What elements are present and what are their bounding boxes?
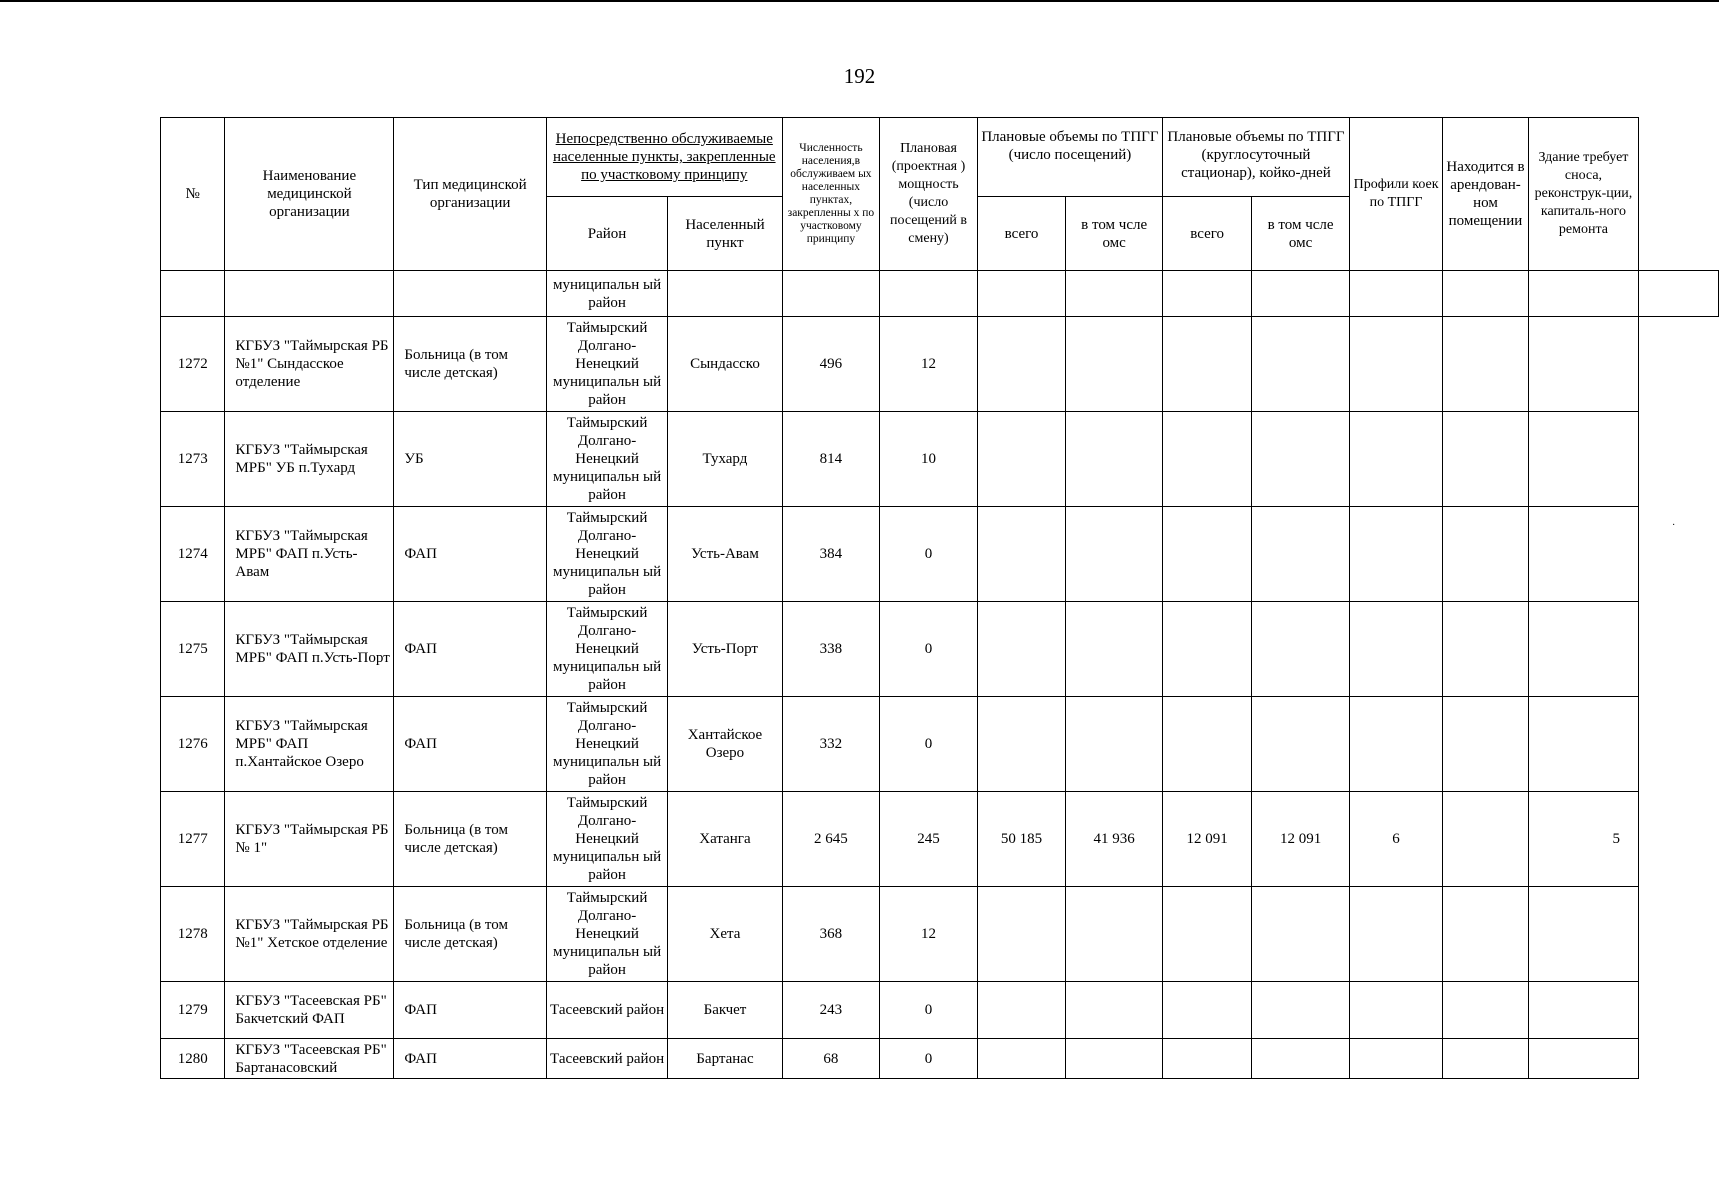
table-row <box>161 887 1719 982</box>
header-visits-oms: в том чсле омс <box>1066 197 1163 271</box>
cell-population: 68 <box>782 1039 880 1079</box>
cell-type: Больница (в том числе детская) <box>394 792 547 887</box>
cell-beds-oms <box>1252 317 1350 412</box>
header-visits: Плановые объемы по ТПГГ (число посещений) <box>977 118 1162 197</box>
cell-name: КГБУЗ "Таймырская РБ №1" Сындасское отделение <box>225 317 394 412</box>
cell-num: 1280 <box>161 1039 225 1079</box>
cell-visits-total <box>977 507 1065 602</box>
cell-beds-total <box>1163 507 1252 602</box>
cell-district: Таймырский Долгано-Ненецкий муниципальн ый район <box>546 317 667 412</box>
cell-locality: Хатанга <box>668 792 782 887</box>
cell-num: 1277 <box>161 792 225 887</box>
cell-population: 814 <box>782 412 880 507</box>
cell-num: 1278 <box>161 887 225 982</box>
cell-profiles: 6 <box>1349 792 1442 887</box>
cell-profiles <box>1349 317 1442 412</box>
cell-visits-total <box>977 887 1065 982</box>
cell-beds-oms <box>1252 412 1350 507</box>
cell-building <box>1528 887 1638 982</box>
cell-name: КГБУЗ "Тасеевская РБ" Бартанасовский <box>225 1039 394 1079</box>
cell-locality: Усть-Авам <box>668 507 782 602</box>
cell-visits-oms <box>1066 887 1163 982</box>
table-row <box>161 317 1719 412</box>
cell-district: Таймырский Долгано-Ненецкий муниципальн ый район <box>546 697 667 792</box>
cell-building <box>1528 982 1638 1039</box>
cell-capacity: 0 <box>880 602 978 697</box>
cell-name: КГБУЗ "Таймырская МРБ" ФАП п.Хантайское Озеро <box>225 697 394 792</box>
table-row <box>161 602 1719 697</box>
cell-visits-oms <box>1066 412 1163 507</box>
cell-rented <box>1443 602 1529 697</box>
cell-type: ФАП <box>394 1039 547 1079</box>
cell-capacity: 0 <box>880 1039 978 1079</box>
cell-rented <box>1443 792 1529 887</box>
cell-visits-total <box>977 602 1065 697</box>
cell-building <box>1528 317 1638 412</box>
cell-rented <box>1443 887 1529 982</box>
cell-visits-oms <box>1066 507 1163 602</box>
cell-locality: Хантайское Озеро <box>668 697 782 792</box>
table-row <box>161 982 1719 1039</box>
cell-profiles <box>1349 697 1442 792</box>
cell-capacity: 0 <box>880 697 978 792</box>
cell-district: Тасеевский район <box>546 1039 667 1079</box>
cell-locality: Бакчет <box>668 982 782 1039</box>
cell-capacity: 0 <box>880 982 978 1039</box>
cell-visits-oms <box>1066 982 1163 1039</box>
cell-name: КГБУЗ "Таймырская МРБ" ФАП п.Усть-Авам <box>225 507 394 602</box>
cell-district: Таймырский Долгано-Ненецкий муниципальн ый район <box>546 507 667 602</box>
cell-locality: Тухард <box>668 412 782 507</box>
cell-num: 1272 <box>161 317 225 412</box>
table-row <box>161 697 1719 792</box>
cell-population: 496 <box>782 317 880 412</box>
header-rented: Находится в арендован-ном помещении <box>1443 118 1529 271</box>
cell-building <box>1528 602 1638 697</box>
cell-beds-total <box>1163 697 1252 792</box>
header-locality: Населенный пункт <box>668 197 782 271</box>
cell-num: 1273 <box>161 412 225 507</box>
cell-beds-total <box>1163 1039 1252 1079</box>
cell-visits-total <box>977 317 1065 412</box>
cell-population: 384 <box>782 507 880 602</box>
cell-district: Таймырский Долгано-Ненецкий муниципальн ый район <box>546 792 667 887</box>
cell-population: 338 <box>782 602 880 697</box>
table-body <box>161 118 1719 1079</box>
header-population: Численность населения,в обслуживаем ых населенных пунктах, закрепленны х по участковому принципу <box>782 118 880 271</box>
cell-visits-total <box>977 697 1065 792</box>
cell-rented <box>1443 507 1529 602</box>
table-row <box>161 1039 1719 1079</box>
cell-visits-oms <box>1066 1039 1163 1079</box>
cell-beds-oms <box>1252 602 1350 697</box>
cell-population: 368 <box>782 887 880 982</box>
continuation-row <box>161 271 1719 317</box>
cell-rented <box>1443 412 1529 507</box>
cell-beds-oms: 12 091 <box>1252 792 1350 887</box>
cell-building <box>1528 412 1638 507</box>
cell-beds-total <box>1163 317 1252 412</box>
cell-locality: Сындасско <box>668 317 782 412</box>
cell-visits-oms: 41 936 <box>1066 792 1163 887</box>
cell-building <box>1528 697 1638 792</box>
cell-name: КГБУЗ "Таймырская РБ №1" Хетское отделение <box>225 887 394 982</box>
cell-type: ФАП <box>394 507 547 602</box>
cell-building <box>1528 507 1638 602</box>
cell-beds-oms <box>1252 982 1350 1039</box>
header-beds: Плановые объемы по ТПГГ (круглосуточный стационар), койко-дней <box>1163 118 1350 197</box>
cell-beds-total <box>1163 602 1252 697</box>
cell-population: 332 <box>782 697 880 792</box>
header-name: Наименование медицинской организации <box>225 118 394 271</box>
cell-visits-total: 50 185 <box>977 792 1065 887</box>
cell-district: Тасеевский район <box>546 982 667 1039</box>
cell-type: Больница (в том числе детская) <box>394 887 547 982</box>
cell-capacity: 12 <box>880 317 978 412</box>
cell-num: 1276 <box>161 697 225 792</box>
header-num: № <box>161 118 225 271</box>
cell-beds-total <box>1163 982 1252 1039</box>
cell-beds-oms <box>1252 887 1350 982</box>
table-row <box>161 792 1719 887</box>
cell-beds-total <box>1163 887 1252 982</box>
cell-rented <box>1443 317 1529 412</box>
cell-type: УБ <box>394 412 547 507</box>
header-row <box>161 118 1719 197</box>
header-beds-oms: в том чсле омс <box>1252 197 1350 271</box>
cell-profiles <box>1349 507 1442 602</box>
cell-beds-oms <box>1252 697 1350 792</box>
cell-num: 1275 <box>161 602 225 697</box>
cell-locality: Хета <box>668 887 782 982</box>
cell-profiles <box>1349 602 1442 697</box>
cell-visits-total <box>977 982 1065 1039</box>
cell-capacity: 10 <box>880 412 978 507</box>
cell-building: 5 <box>1528 792 1638 887</box>
header-served: Непосредственно обслуживаемые населенные пункты, закрепленные по участковому принципу <box>546 118 782 197</box>
cell-num: 1279 <box>161 982 225 1039</box>
cell-population: 2 645 <box>782 792 880 887</box>
cell-rented <box>1443 1039 1529 1079</box>
continuation-district: муниципальн ый район <box>546 271 667 317</box>
cell-visits-oms <box>1066 317 1163 412</box>
page-top-border <box>0 0 1719 2</box>
header-visits-total: всего <box>977 197 1065 271</box>
cell-visits-oms <box>1066 697 1163 792</box>
cell-district: Таймырский Долгано-Ненецкий муниципальн ый район <box>546 412 667 507</box>
cell-visits-total <box>977 412 1065 507</box>
cell-type: Больница (в том числе детская) <box>394 317 547 412</box>
cell-name: КГБУЗ "Таймырская РБ № 1" <box>225 792 394 887</box>
cell-locality: Бартанас <box>668 1039 782 1079</box>
cell-profiles <box>1349 982 1442 1039</box>
registry-table <box>160 117 1719 1079</box>
cell-population: 243 <box>782 982 880 1039</box>
cell-type: ФАП <box>394 982 547 1039</box>
cell-district: Таймырский Долгано-Ненецкий муниципальн ый район <box>546 887 667 982</box>
table-row <box>161 507 1719 602</box>
cell-name: КГБУЗ "Таймырская МРБ" ФАП п.Усть-Порт <box>225 602 394 697</box>
cell-name: КГБУЗ "Тасеевская РБ" Бакчетский ФАП <box>225 982 394 1039</box>
cell-num: 1274 <box>161 507 225 602</box>
cell-visits-total <box>977 1039 1065 1079</box>
page-number: 192 <box>843 64 876 88</box>
cell-capacity: 0 <box>880 507 978 602</box>
cell-profiles <box>1349 1039 1442 1079</box>
cell-name: КГБУЗ "Таймырская МРБ" УБ п.Тухард <box>225 412 394 507</box>
cell-district: Таймырский Долгано-Ненецкий муниципальн ый район <box>546 602 667 697</box>
header-profiles: Профили коек по ТПГГ <box>1349 118 1442 271</box>
cell-beds-oms <box>1252 1039 1350 1079</box>
cell-beds-oms <box>1252 507 1350 602</box>
cell-type: ФАП <box>394 602 547 697</box>
cell-rented <box>1443 697 1529 792</box>
header-type: Тип медицинской организации <box>394 118 547 271</box>
cell-type: ФАП <box>394 697 547 792</box>
cell-profiles <box>1349 412 1442 507</box>
cell-profiles <box>1349 887 1442 982</box>
scan-speck: · <box>1672 520 1676 531</box>
cell-capacity: 12 <box>880 887 978 982</box>
cell-visits-oms <box>1066 602 1163 697</box>
cell-rented <box>1443 982 1529 1039</box>
header-building: Здание требует сноса, реконструк-ции, капиталь-ного ремонта <box>1528 118 1638 271</box>
cell-capacity: 245 <box>880 792 978 887</box>
table-row <box>161 412 1719 507</box>
header-capacity: Плановая (проектная ) мощность (число посещений в смену) <box>880 118 978 271</box>
header-district: Район <box>546 197 667 271</box>
cell-beds-total <box>1163 412 1252 507</box>
cell-locality: Усть-Порт <box>668 602 782 697</box>
header-beds-total: всего <box>1163 197 1252 271</box>
cell-building <box>1528 1039 1638 1079</box>
cell-beds-total: 12 091 <box>1163 792 1252 887</box>
